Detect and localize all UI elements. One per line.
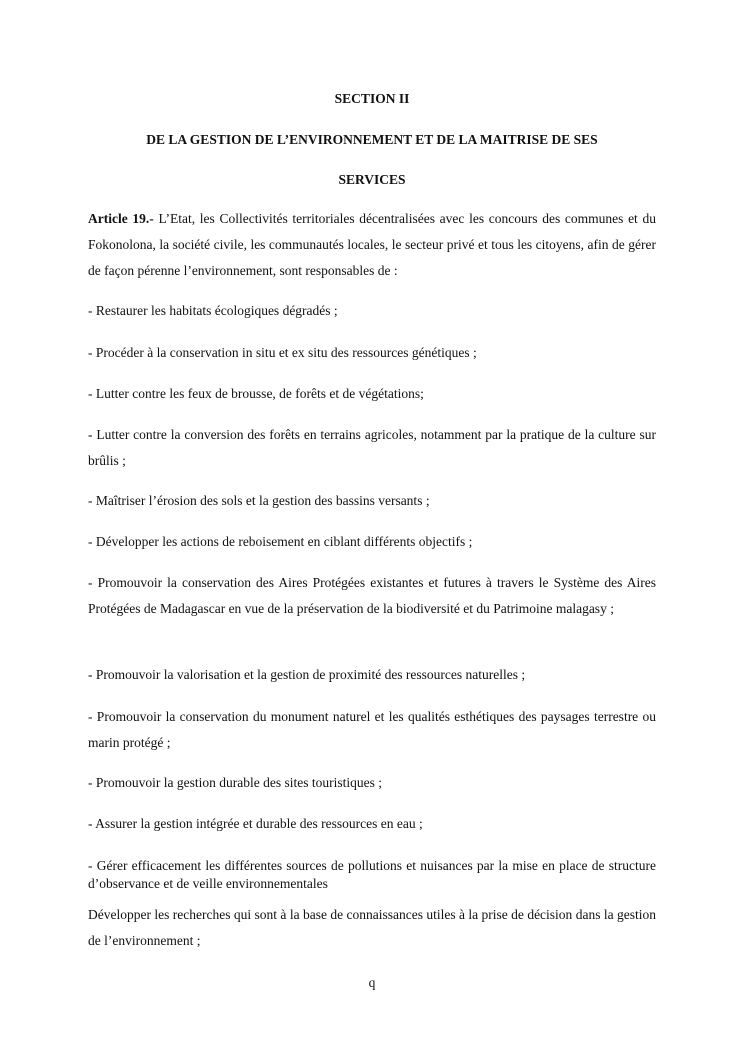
page-footer-mark: q bbox=[368, 975, 376, 990]
article-intro: L’Etat, les Collectivités territoriales décentralisées avec les concours des communes et du Fokonolona, la société civile, les communautés locales, le secteur privé et tous les citoyens, afin de gérer de façon pérenne l’environnement, sont responsables de : bbox=[88, 211, 656, 278]
list-item: - Maîtriser l’érosion des sols et la gestion des bassins versants ; bbox=[88, 493, 430, 508]
list-item: - Procéder à la conservation in situ et ex situ des ressources génétiques ; bbox=[88, 345, 477, 360]
list-item: - Promouvoir la gestion durable des sites touristiques ; bbox=[88, 775, 382, 790]
list-item: - Lutter contre les feux de brousse, de forêts et de végétations; bbox=[88, 386, 424, 401]
list-item: - Promouvoir la conservation des Aires Protégées existantes et futures à travers le Système des Aires Protégées de Madagascar en vue de la préservation de la biodiversité et du Patrimoine malagasy ; bbox=[88, 575, 656, 616]
list-item: - Promouvoir la valorisation et la gestion de proximité des ressources naturelles ; bbox=[88, 667, 526, 682]
list-item: - Promouvoir la conservation du monument naturel et les qualités esthétiques des paysages terrestre ou marin protégé ; bbox=[88, 709, 656, 750]
list-item: Développer les recherches qui sont à la base de connaissances utiles à la prise de décision dans la gestion de l’environnement ; bbox=[88, 907, 656, 948]
list-item: - Développer les actions de reboisement en ciblant différents objectifs ; bbox=[88, 534, 473, 549]
article-paragraph bbox=[88, 206, 656, 284]
section-subtitle-line1: DE LA GESTION DE L’ENVIRONNEMENT ET DE LA MAITRISE DE SES bbox=[146, 132, 598, 147]
article-label: Article 19.- bbox=[88, 211, 154, 226]
list-item: - Lutter contre la conversion des forêts en terrains agricoles, notamment par la pratique de la culture sur brûlis ; bbox=[88, 427, 656, 468]
section-title: SECTION II bbox=[334, 91, 410, 106]
list-item: - Gérer efficacement les différentes sources de pollutions et nuisances par la mise en place de structure d’observance et de veille environnementales bbox=[88, 858, 656, 891]
list-item: - Restaurer les habitats écologiques dégradés ; bbox=[88, 303, 338, 318]
section-subtitle-line2: SERVICES bbox=[338, 172, 406, 187]
list-item: - Assurer la gestion intégrée et durable des ressources en eau ; bbox=[88, 816, 423, 831]
